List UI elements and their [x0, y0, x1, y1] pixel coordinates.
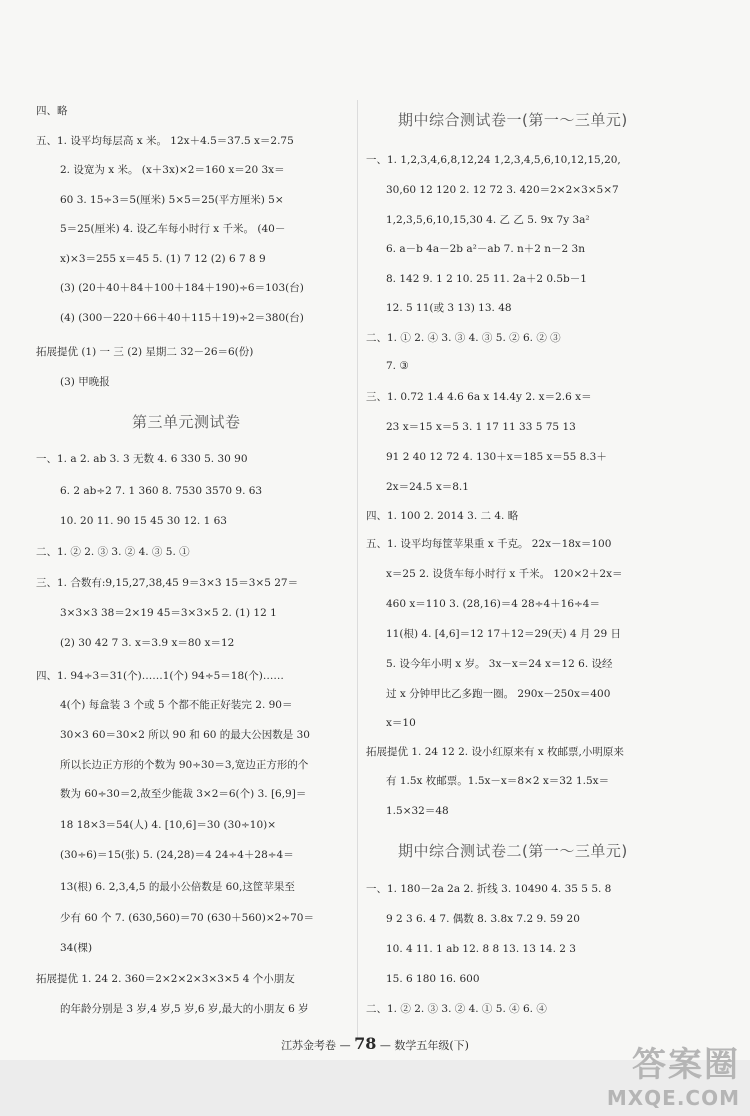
footer-dash: — — [379, 1039, 391, 1052]
text-line: 30×3 60＝30×2 所以 90 和 60 的最大公因数是 30 — [60, 729, 310, 741]
text-line: (2) 30 42 7 3. x＝3.9 x＝80 x＝12 — [60, 637, 235, 649]
text-line: 四、1. 100 2. 2014 3. 二 4. 略 — [366, 510, 519, 522]
text-line: 11(根) 4. [4,6]＝12 17＋12＝29(天) 4 月 29 日 — [386, 628, 622, 640]
text-line: 15. 6 180 16. 600 — [386, 973, 480, 985]
text-line: 6. a－b 4a－2b a²－ab 7. n＋2 n－2 3n — [386, 243, 586, 255]
text-line: 二、1. ② 2. ③ 3. ② 4. ③ 5. ① — [36, 546, 190, 558]
text-line: 拓展提优 1. 24 12 2. 设小红原来有 x 枚邮票,小明原来 — [366, 746, 624, 758]
text-line: 91 2 40 12 72 4. 130＋x＝185 x＝55 8.3＋ — [386, 451, 607, 463]
section-title-unit3: 第三单元测试卷 — [132, 413, 241, 431]
text-line: 9 2 3 6. 4 7. 偶数 8. 3.8x 7.2 9. 59 20 — [386, 913, 580, 925]
section-title-midterm2: 期中综合测试卷二(第一～三单元) — [398, 842, 628, 860]
text-line: 五、1. 设平均每筐苹果重 x 千克。 22x－18x＝100 — [366, 538, 612, 550]
text-line: 二、1. ② 2. ③ 3. ② 4. ① 5. ④ 6. ④ — [366, 1003, 547, 1015]
text-line: 12. 5 11(或 3 13) 13. 48 — [386, 302, 512, 314]
text-line: 23 x＝15 x＝5 3. 1 17 11 33 5 75 13 — [386, 421, 576, 433]
text-line: 7. ③ — [386, 360, 409, 372]
text-line: 2x＝24.5 x＝8.1 — [386, 481, 469, 493]
footer-dash: — — [339, 1039, 351, 1052]
text-line: 所以长边正方形的个数为 90÷30＝3,宽边正方形的个 — [60, 759, 309, 771]
text-line: 10. 20 11. 90 15 45 30 12. 1 63 — [60, 515, 227, 527]
text-line: 过 x 分钟甲比乙多跑一圈。 290x－250x＝400 — [386, 688, 611, 700]
footer-subject: 数学五年级(下) — [394, 1039, 469, 1052]
text-line: 13(根) 6. 2,3,4,5 的最小公倍数是 60,这筐苹果至 — [60, 881, 295, 893]
text-line: 30,60 12 120 2. 12 72 3. 420＝2×2×3×5×7 — [386, 184, 619, 196]
text-line: 60 3. 15÷3＝5(厘米) 5×5＝25(平方厘米) 5× — [60, 194, 284, 206]
text-line: 460 x＝110 3. (28,16)＝4 28÷4＋16÷4＝ — [386, 598, 600, 610]
column-divider — [357, 100, 358, 1040]
text-line: 有 1.5x 枚邮票。1.5x－x＝8×2 x＝32 1.5x＝ — [386, 775, 610, 787]
watermark-logo-text: 答案圈 — [632, 1045, 740, 1085]
text-line: x＝25 2. 设货车每小时行 x 千米。 120×2＋2x＝ — [386, 568, 623, 580]
text-line: x)×3＝255 x＝45 5. (1) 7 12 (2) 6 7 8 9 — [60, 253, 266, 265]
text-line: 少有 60 个 7. (630,560)＝70 (630＋560)×2÷70＝ — [60, 912, 314, 924]
text-line: (4) (300－220＋66＋40＋115＋19)÷2＝380(台) — [60, 312, 304, 324]
text-line: 5. 设今年小明 x 岁。 3x－x＝24 x＝12 6. 设经 — [386, 658, 613, 670]
text-line: 2. 设宽为 x 米。 (x＋3x)×2＝160 x＝20 3x＝ — [60, 164, 285, 176]
text-line: 拓展提优 1. 24 2. 360＝2×2×2×3×3×5 4 个小朋友 — [36, 973, 295, 985]
text-line: 三、1. 0.72 1.4 4.6 6a x 14.4y 2. x＝2.6 x＝ — [366, 391, 592, 403]
text-line: 的年龄分别是 3 岁,4 岁,5 岁,6 岁,最大的小朋友 6 岁 — [60, 1003, 309, 1015]
watermark-url: MXQE.COM — [606, 1086, 740, 1110]
text-line: (30÷6)＝15(张) 5. (24,28)＝4 24÷4＋28÷4＝ — [60, 849, 294, 861]
section-title-midterm1: 期中综合测试卷一(第一～三单元) — [398, 111, 628, 129]
watermark — [607, 1037, 740, 1110]
text-line: 一、1. 1,2,3,4,6,8,12,24 1,2,3,4,5,6,10,12,15,20, — [366, 154, 621, 166]
text-line: 18 18×3＝54(人) 4. [10,6]＝30 (30÷10)× — [60, 819, 277, 831]
text-line: 34(棵) — [60, 942, 93, 954]
text-line: 1,2,3,5,6,10,15,30 4. 乙 乙 5. 9x 7y 3a² — [386, 214, 590, 226]
text-line: 四、1. 94÷3＝31(个)……1(个) 94÷5＝18(个)…… — [36, 670, 284, 682]
text-line: 3×3×3 38＝2×19 45＝3×3×5 2. (1) 12 1 — [60, 607, 277, 619]
text-line: 数为 60÷30＝2,故至少能裁 3×2＝6(个) 3. [6,9]＝ — [60, 788, 307, 800]
text-line: 一、1. a 2. ab 3. 3 无数 4. 6 330 5. 30 90 — [36, 453, 248, 465]
text-line: 四、略 — [36, 105, 68, 117]
text-line: 10. 4 11. 1 ab 12. 8 8 13. 13 14. 2 3 — [386, 943, 576, 955]
text-line: 拓展提优 (1) 一 三 (2) 星期二 32－26＝6(份) — [36, 346, 254, 358]
text-line: x＝10 — [386, 717, 416, 729]
text-line: 6. 2 ab÷2 7. 1 360 8. 7530 3570 9. 63 — [60, 485, 263, 497]
text-line: 一、1. 180－2a 2a 2. 折线 3. 10490 4. 35 5 5. 8 — [366, 883, 612, 895]
text-line: 二、1. ① 2. ④ 3. ③ 4. ③ 5. ② 6. ② ③ — [366, 332, 561, 344]
text-line: 五、1. 设平均每层高 x 米。 12x＋4.5＝37.5 x＝2.75 — [36, 135, 294, 147]
text-line: 1.5×32＝48 — [386, 805, 449, 817]
text-line: 8. 142 9. 1 2 10. 25 11. 2a＋2 0.5b－1 — [386, 273, 587, 285]
text-line: 三、1. 合数有:9,15,27,38,45 9＝3×3 15＝3×5 27＝ — [36, 577, 299, 589]
page-number: 78 — [354, 1034, 377, 1053]
text-line: (3) 甲晚报 — [60, 376, 110, 388]
text-line: 4(个) 每盒装 3 个或 5 个都不能正好装完 2. 90＝ — [60, 699, 293, 711]
text-line: (3) (20＋40＋84＋100＋184＋190)÷6＝103(台) — [60, 282, 304, 294]
text-line: 5＝25(厘米) 4. 设乙车每小时行 x 千米。 (40－ — [60, 223, 286, 235]
footer-book-title: 江苏金考卷 — [281, 1039, 337, 1052]
